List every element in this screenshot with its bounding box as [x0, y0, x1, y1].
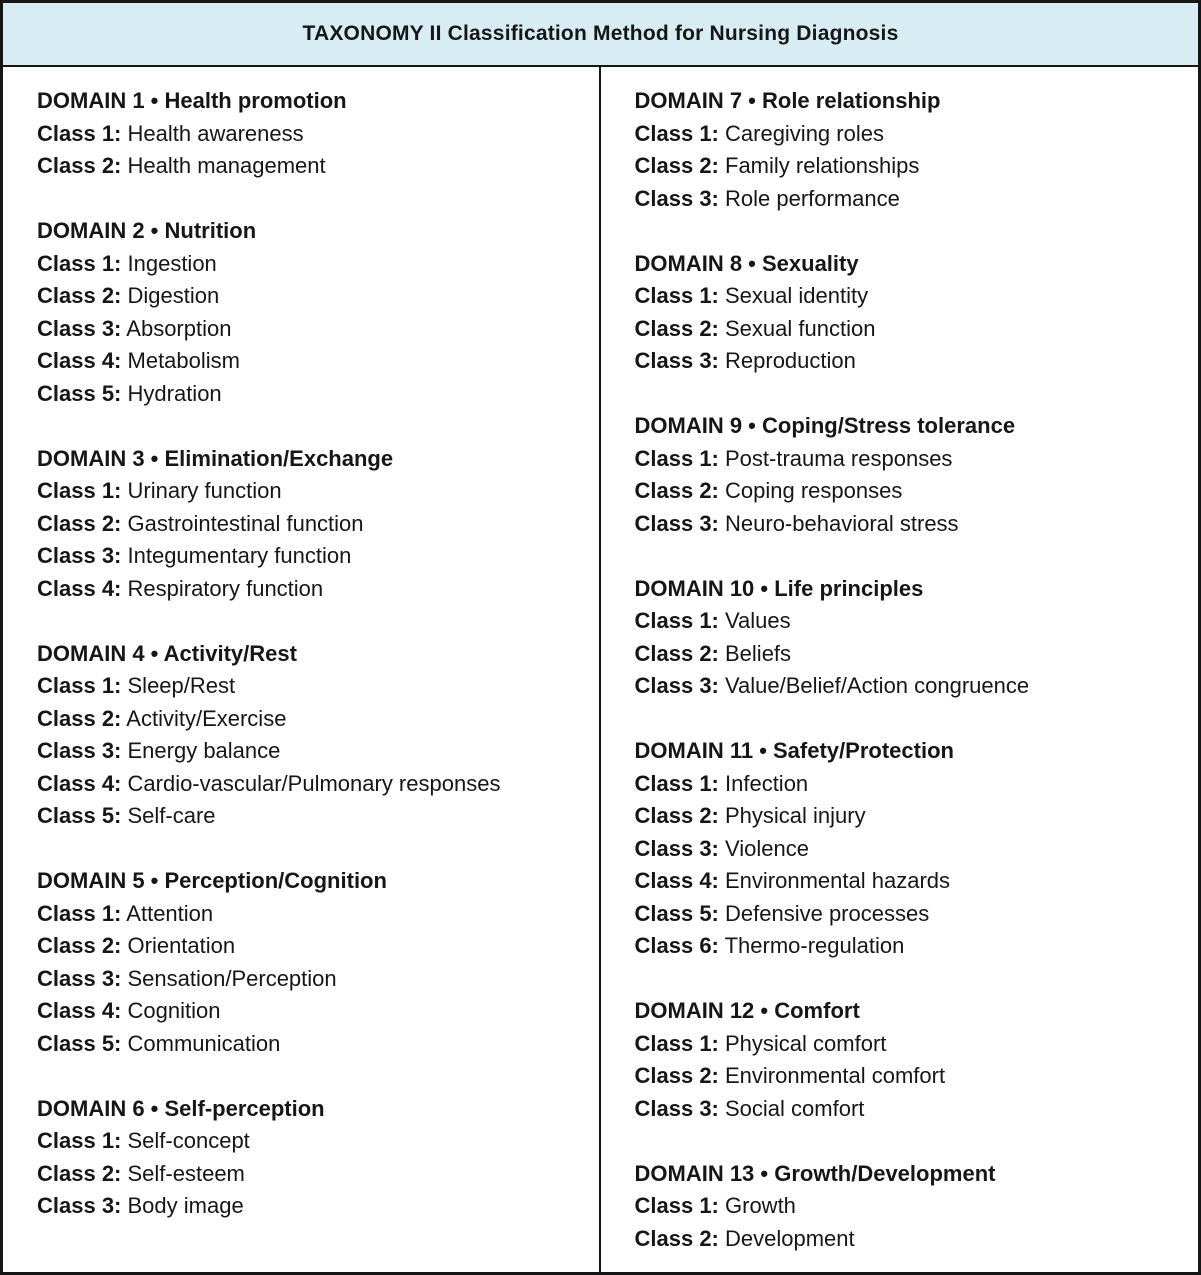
class-line — [635, 930, 1179, 963]
domain-heading: DOMAIN 9 • Coping/Stress tolerance — [634, 413, 1016, 438]
class-text: Family relationships — [718, 153, 920, 178]
class-text: Respiratory function — [121, 575, 324, 601]
column-left — [3, 67, 601, 1272]
class-text: Violence — [718, 835, 809, 861]
class-label: Class 1: — [634, 1193, 719, 1218]
class-label: Class 3: — [634, 673, 719, 698]
class-line — [37, 703, 579, 736]
class-line — [37, 118, 579, 151]
class-text: Urinary function — [121, 478, 282, 503]
class-label: Class 1: — [634, 445, 719, 471]
column-right — [601, 67, 1199, 1272]
domain-heading: DOMAIN 4 • Activity/Rest — [37, 640, 297, 666]
class-label: Class 5: — [37, 1030, 122, 1056]
class-label: Class 1: — [37, 120, 122, 146]
class-line — [635, 183, 1179, 216]
domain-group — [635, 410, 1179, 540]
class-text: Beliefs — [718, 640, 792, 666]
class-line — [635, 768, 1179, 801]
class-label: Class 1: — [634, 1030, 719, 1056]
class-label: Class 2: — [37, 510, 122, 536]
class-line — [635, 1093, 1179, 1126]
domain-group — [37, 443, 579, 606]
class-label: Class 2: — [634, 315, 719, 341]
class-text: Role performance — [718, 185, 900, 211]
class-label: Class 3: — [37, 965, 122, 991]
class-line — [37, 768, 579, 801]
class-line — [37, 540, 579, 573]
class-text: Physical comfort — [718, 1030, 887, 1056]
class-label: Class 2: — [634, 640, 719, 666]
class-text: Sexual identity — [718, 283, 869, 308]
class-text: Integumentary function — [121, 543, 352, 568]
table-title: TAXONOMY II Classification Method for Nursing Diagnosis — [302, 22, 899, 45]
domain-heading: DOMAIN 2 • Nutrition — [37, 218, 257, 243]
class-line — [635, 475, 1179, 508]
domain-group — [37, 638, 579, 833]
class-label: Class 2: — [634, 478, 719, 503]
class-text: Sexual function — [718, 315, 876, 341]
class-label: Class 3: — [634, 185, 719, 211]
class-text: Thermo-regulation — [718, 933, 905, 958]
class-text: Hydration — [121, 380, 222, 406]
class-line — [37, 248, 579, 281]
domain-heading: DOMAIN 7 • Role relationship — [634, 88, 941, 113]
class-line — [635, 1223, 1179, 1256]
class-label: Class 4: — [634, 868, 719, 893]
class-label: Class 1: — [634, 608, 719, 633]
class-line — [37, 1158, 579, 1191]
class-label: Class 2: — [634, 1063, 719, 1088]
class-text: Orientation — [121, 933, 236, 958]
domain-group — [635, 573, 1179, 703]
class-label: Class 3: — [37, 543, 122, 568]
class-text: Social comfort — [718, 1095, 865, 1121]
domain-group — [635, 735, 1179, 963]
class-text: Cognition — [121, 998, 221, 1023]
class-label: Class 3: — [37, 1193, 122, 1218]
class-line — [635, 833, 1179, 866]
domain-group — [635, 1158, 1179, 1256]
table-body — [3, 67, 1198, 1272]
class-text: Environmental comfort — [718, 1063, 946, 1088]
class-text: Growth — [718, 1193, 796, 1218]
class-text: Environmental hazards — [718, 868, 951, 893]
class-line — [37, 930, 579, 963]
class-line — [635, 605, 1179, 638]
class-label: Class 1: — [634, 770, 719, 796]
class-line — [635, 898, 1179, 931]
class-text: Ingestion — [121, 250, 217, 276]
class-line — [37, 280, 579, 313]
class-line — [37, 313, 579, 346]
class-text: Attention — [121, 900, 214, 926]
class-line — [37, 150, 579, 183]
domain-heading: DOMAIN 11 • Safety/Protection — [634, 738, 954, 763]
class-text: Metabolism — [121, 348, 240, 373]
class-label: Class 2: — [634, 1225, 719, 1251]
class-label: Class 6: — [634, 933, 719, 958]
class-line — [37, 378, 579, 411]
class-line — [37, 1028, 579, 1061]
class-line — [37, 1125, 579, 1158]
class-line — [37, 1190, 579, 1223]
class-line — [635, 1060, 1179, 1093]
class-label: Class 3: — [634, 348, 719, 373]
class-line — [635, 800, 1179, 833]
domain-heading: DOMAIN 3 • Elimination/Exchange — [37, 445, 394, 471]
class-text: Physical injury — [718, 803, 866, 828]
class-label: Class 4: — [37, 998, 122, 1023]
class-line — [37, 345, 579, 378]
class-line — [37, 963, 579, 996]
class-text: Neuro-behavioral stress — [718, 510, 959, 536]
class-text: Development — [718, 1225, 855, 1251]
class-line — [635, 865, 1179, 898]
class-label: Class 4: — [37, 575, 122, 601]
class-text: Sleep/Rest — [121, 673, 236, 698]
class-line — [37, 735, 579, 768]
class-text: Health awareness — [121, 120, 304, 146]
class-text: Values — [718, 608, 791, 633]
class-label: Class 3: — [634, 835, 719, 861]
class-line — [635, 345, 1179, 378]
domain-group — [37, 215, 579, 410]
class-label: Class 1: — [37, 478, 122, 503]
class-label: Class 3: — [634, 1095, 719, 1121]
class-label: Class 1: — [37, 673, 122, 698]
domain-group — [37, 85, 579, 183]
class-text: Infection — [718, 770, 809, 796]
class-label: Class 3: — [37, 738, 122, 763]
class-label: Class 1: — [634, 120, 719, 146]
class-label: Class 4: — [37, 770, 122, 796]
class-line — [37, 898, 579, 931]
class-line — [635, 670, 1179, 703]
domain-heading: DOMAIN 5 • Perception/Cognition — [37, 868, 387, 893]
class-text: Gastrointestinal function — [121, 510, 364, 536]
class-text: Absorption — [121, 315, 232, 341]
class-label: Class 2: — [37, 1160, 122, 1186]
class-text: Digestion — [121, 283, 220, 308]
domain-heading: DOMAIN 10 • Life principles — [634, 575, 924, 601]
class-label: Class 2: — [634, 153, 719, 178]
class-line — [635, 280, 1179, 313]
domain-group — [37, 865, 579, 1060]
domain-heading: DOMAIN 13 • Growth/Development — [634, 1160, 996, 1186]
class-label: Class 4: — [37, 348, 122, 373]
domain-group — [37, 1093, 579, 1223]
class-label: Class 1: — [37, 900, 122, 926]
class-label: Class 2: — [37, 283, 122, 308]
class-line — [635, 1190, 1179, 1223]
class-label: Class 2: — [37, 153, 122, 178]
class-text: Reproduction — [718, 348, 856, 373]
class-text: Communication — [121, 1030, 281, 1056]
class-text: Cardio-vascular/Pulmonary responses — [121, 770, 501, 796]
class-line — [37, 800, 579, 833]
table-header — [3, 3, 1198, 67]
class-text: Sensation/Perception — [121, 965, 337, 991]
class-label: Class 2: — [37, 933, 122, 958]
class-line — [635, 313, 1179, 346]
class-text: Activity/Exercise — [121, 705, 287, 731]
class-label: Class 2: — [37, 705, 122, 731]
class-label: Class 5: — [37, 380, 122, 406]
class-line — [37, 670, 579, 703]
class-label: Class 1: — [634, 283, 719, 308]
domain-group — [635, 995, 1179, 1125]
class-text: Self-concept — [121, 1128, 250, 1153]
domain-heading: DOMAIN 6 • Self-perception — [37, 1095, 325, 1121]
class-label: Class 2: — [634, 803, 719, 828]
class-line — [635, 150, 1179, 183]
class-line — [635, 118, 1179, 151]
class-line — [635, 1028, 1179, 1061]
class-text: Defensive processes — [718, 900, 930, 926]
domain-heading: DOMAIN 12 • Comfort — [634, 998, 860, 1023]
class-label: Class 1: — [37, 250, 122, 276]
class-text: Post-trauma responses — [718, 445, 953, 471]
class-text: Caregiving roles — [718, 120, 884, 146]
domain-heading: DOMAIN 8 • Sexuality — [634, 250, 859, 276]
class-text: Self-esteem — [121, 1160, 245, 1186]
domain-heading: DOMAIN 1 • Health promotion — [37, 88, 347, 113]
class-text: Coping responses — [718, 478, 903, 503]
class-text: Body image — [121, 1193, 244, 1218]
class-line — [37, 995, 579, 1028]
class-line — [635, 443, 1179, 476]
domain-group — [635, 85, 1179, 215]
class-text: Energy balance — [121, 738, 281, 763]
domain-group — [635, 248, 1179, 378]
class-text: Self-care — [121, 803, 216, 828]
class-line — [37, 573, 579, 606]
class-line — [37, 475, 579, 508]
class-label: Class 3: — [634, 510, 719, 536]
class-line — [37, 508, 579, 541]
class-label: Class 1: — [37, 1128, 122, 1153]
class-label: Class 5: — [37, 803, 122, 828]
class-line — [635, 508, 1179, 541]
class-text: Health management — [121, 153, 326, 178]
class-text: Value/Belief/Action congruence — [718, 673, 1030, 698]
class-line — [635, 638, 1179, 671]
class-label: Class 3: — [37, 315, 122, 341]
class-label: Class 5: — [634, 900, 719, 926]
